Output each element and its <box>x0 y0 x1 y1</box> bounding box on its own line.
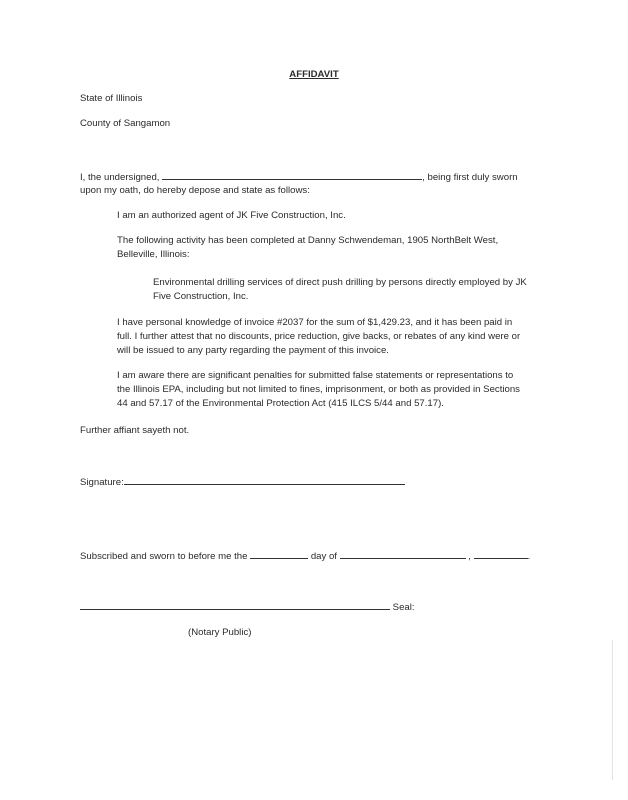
paragraph-activity-line2: Belleville, Illinois: <box>117 249 190 260</box>
paragraph-activity-line1: The following activity has been completed at Danny Schwendeman, 1905 NorthBelt West, <box>117 235 499 246</box>
paragraph-invoice-line3: will be issued to any party regarding the payment of this invoice. <box>117 345 389 356</box>
day-blank-line[interactable] <box>250 548 308 559</box>
notary-blank-line[interactable] <box>80 599 390 610</box>
intro-after-text: , being first duly sworn <box>422 172 518 183</box>
paragraph-services-line2: Five Construction, Inc. <box>153 291 249 302</box>
intro-line <box>80 169 518 185</box>
paragraph-penalties-line3: 44 and 57.17 of the Environmental Protection Act (415 ILCS 5/44 and 57.17). <box>117 398 444 409</box>
paragraph-penalties-line2: the Illinois EPA, including but not limited to fines, imprisonment, or both as provided in Sections <box>117 384 520 395</box>
name-blank-line <box>162 169 422 180</box>
affidavit-title: AFFIDAVIT <box>289 69 339 80</box>
paragraph-agent: I am an authorized agent of JK Five Construction, Inc. <box>117 210 346 221</box>
scan-edge-mark <box>612 640 613 780</box>
paragraph-services-line1: Environmental drilling services of direct push drilling by persons directly employed by JK <box>153 277 527 288</box>
further-affiant-line: Further affiant sayeth not. <box>80 425 190 436</box>
paragraph-penalties-line1: I am aware there are significant penalties for submitted false statements or representations to <box>117 370 514 381</box>
signature-row <box>80 474 405 490</box>
sworn-row <box>80 548 530 564</box>
state-line: State of Illinois <box>80 93 143 104</box>
seal-label: Seal: <box>392 602 415 613</box>
notary-row <box>80 599 415 615</box>
paragraph-invoice-line2: full. I further attest that no discounts, price reduction, give backs, or rebates of any kind were or <box>117 331 521 342</box>
notary-public-label: (Notary Public) <box>188 627 252 638</box>
day-of-text: day of <box>310 551 337 562</box>
intro-line-2: upon my oath, do hereby depose and state as follows: <box>80 185 310 196</box>
intro-before-text: I, the undersigned, <box>80 172 160 183</box>
signature-label: Signature: <box>80 477 124 488</box>
paragraph-invoice-line1: I have personal knowledge of invoice #2037 for the sum of $1,429.23, and it has been paid in <box>117 317 513 328</box>
sworn-before-text: Subscribed and sworn to before me the <box>80 551 248 562</box>
signature-blank-line[interactable] <box>124 474 405 485</box>
county-line: County of Sangamon <box>80 118 171 129</box>
year-blank-line[interactable] <box>474 548 528 559</box>
sworn-comma: , <box>468 551 471 562</box>
month-blank-line[interactable] <box>340 548 466 559</box>
sworn-period: . <box>527 551 531 562</box>
